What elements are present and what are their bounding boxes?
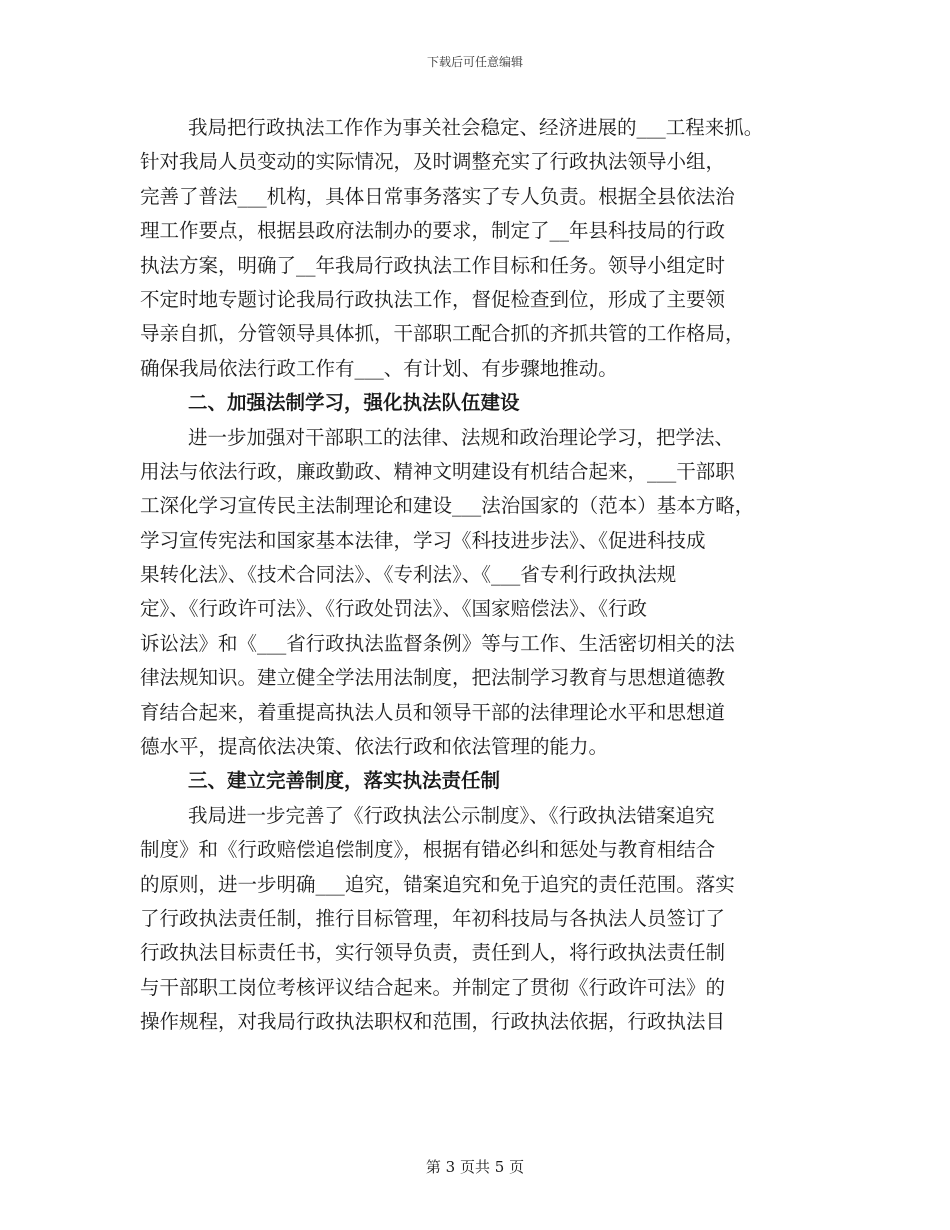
paragraph-line: 导亲自抓，分管领导具体抓，干部职工配合抓的齐抓共管的工作格局， <box>140 322 745 346</box>
paragraph-line: 确保我局依法行政工作有___、有计划、有步骤地推动。 <box>140 356 618 380</box>
paragraph-line: 针对我局人员变动的实际情况，及时调整充实了行政执法领导小组， <box>140 150 726 174</box>
paragraph-line: 了行政执法责任制，推行目标管理，年初科技局与各执法人员签订了 <box>140 906 726 930</box>
paragraph-line: 理工作要点，根据县政府法制办的要求，制定了__年县科技局的行政 <box>140 219 726 243</box>
paragraph-line: 执法方案，明确了__年我局行政执法工作目标和任务。领导小组定时 <box>140 253 726 277</box>
paragraph-line: 工深化学习宣传民主法制理论和建设___法治国家的（范本）基本方略， <box>140 494 755 518</box>
page-header: 下载后可任意编辑 <box>426 55 523 69</box>
paragraph-line: 行政执法目标责任书，实行领导负责，责任到人，将行政执法责任制 <box>140 941 726 965</box>
paragraph-line: 果转化法》、《技术合同法》、《专利法》、《___省专利行政执法规 <box>140 563 677 587</box>
paragraph-line: 不定时地专题讨论我局行政执法工作，督促检查到位，形成了主要领 <box>140 287 726 311</box>
paragraph-line: 进一步加强对干部职工的法律、法规和政治理论学习，把学法、 <box>188 425 735 449</box>
section-heading: 二、加强法制学习，强化执法队伍建设 <box>188 391 520 415</box>
paragraph-line: 德水平，提高依法决策、依法行政和依法管理的能力。 <box>140 735 609 759</box>
paragraph-line: 与干部职工岗位考核评议结合起来。并制定了贯彻《行政许可法》的 <box>140 975 726 999</box>
page-footer: 第 3 页共 5 页 <box>425 1158 525 1176</box>
section-heading: 三、建立完善制度，落实执法责任制 <box>188 769 501 793</box>
paragraph-line: 制度》和《行政赔偿追偿制度》，根据有错必纠和惩处与教育相结合 <box>140 838 716 862</box>
document-body <box>140 111 820 1040</box>
paragraph-line: 我局进一步完善了《行政执法公示制度》、《行政执法错案追究 <box>188 803 715 827</box>
paragraph-line: 用法与依法行政，廉政勤政、精神文明建设有机结合起来，___干部职 <box>140 459 735 483</box>
paragraph-line: 诉讼法》和《___省行政执法监督条例》等与工作、生活密切相关的法 <box>140 631 735 655</box>
paragraph-line: 的原则，进一步明确___追究，错案追究和免于追究的责任范围。落实 <box>140 872 735 896</box>
paragraph-line: 我局把行政执法工作作为事关社会稳定、经济进展的___工程来抓。 <box>188 116 764 139</box>
paragraph-line: 定》、《行政许可法》、《行政处罚法》、《国家赔偿法》、《行政 <box>140 597 648 621</box>
paragraph-line: 操作规程，对我局行政执法职权和范围，行政执法依据，行政执法目 <box>140 1010 726 1034</box>
paragraph-line: 完善了普法___机构，具体日常事务落实了专人负责。根据全县依法治 <box>140 184 735 208</box>
paragraph-line: 育结合起来，着重提高执法人员和领导干部的法律理论水平和思想道 <box>140 700 726 724</box>
paragraph-line: 律法规知识。建立健全学法用法制度，把法制学习教育与思想道德教 <box>140 666 726 690</box>
paragraph-line: 学习宣传宪法和国家基本法律，学习《科技进步法》、《促进科技成 <box>140 528 706 552</box>
